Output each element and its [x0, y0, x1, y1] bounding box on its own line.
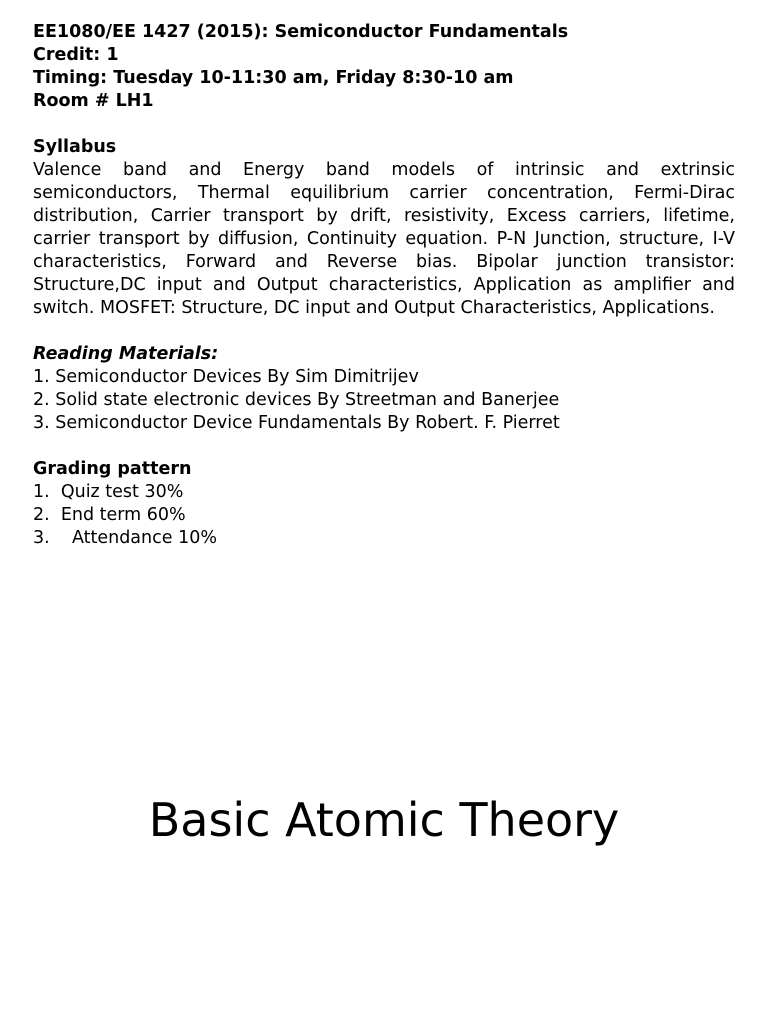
- syllabus-heading: Syllabus: [33, 137, 117, 157]
- document-page: [33, 21, 735, 550]
- spacer: [33, 113, 735, 136]
- grading-item: 3. Attendance 10%: [33, 528, 217, 548]
- spacer: [33, 320, 735, 343]
- reading-item: 1. Semiconductor Devices By Sim Dimitrijev: [33, 367, 419, 387]
- timing-line: Timing: Tuesday 10-11:30 am, Friday 8:30-10 am: [33, 68, 514, 88]
- grading-item: 1. Quiz test 30%: [33, 482, 184, 502]
- spacer: [33, 435, 735, 458]
- reading-item: 2. Solid state electronic devices By Streetman and Banerjee: [33, 390, 560, 410]
- reading-item: 3. Semiconductor Device Fundamentals By Robert. F. Pierret: [33, 413, 560, 433]
- grading-heading: Grading pattern: [33, 459, 192, 479]
- syllabus-text: Valence band and Energy band models of intrinsic and extrinsic semiconductors, Thermal equilibrium carrier concentration, Fermi-Dirac distribution, Carrier transport by drift, resistivity, Excess carriers, lifetime, carrier transport by diffusion, Continuity equation. P-N Junction, structure, I-V characteristics, Forward and Reverse bias. Bipolar junction transistor: Structure,DC input and Output characteristics, Application as amplifier and switch. MOSFET: Structure, DC input and Output Characteristics, Applications.: [33, 160, 735, 318]
- room-line: Room # LH1: [33, 91, 154, 111]
- credit-line: Credit: 1: [33, 45, 119, 65]
- slide-title: Basic Atomic Theory: [148, 793, 620, 847]
- grading-item: 2. End term 60%: [33, 505, 186, 525]
- course-title: EE1080/EE 1427 (2015): Semiconductor Fundamentals: [33, 22, 569, 42]
- reading-materials-heading: Reading Materials:: [33, 344, 219, 364]
